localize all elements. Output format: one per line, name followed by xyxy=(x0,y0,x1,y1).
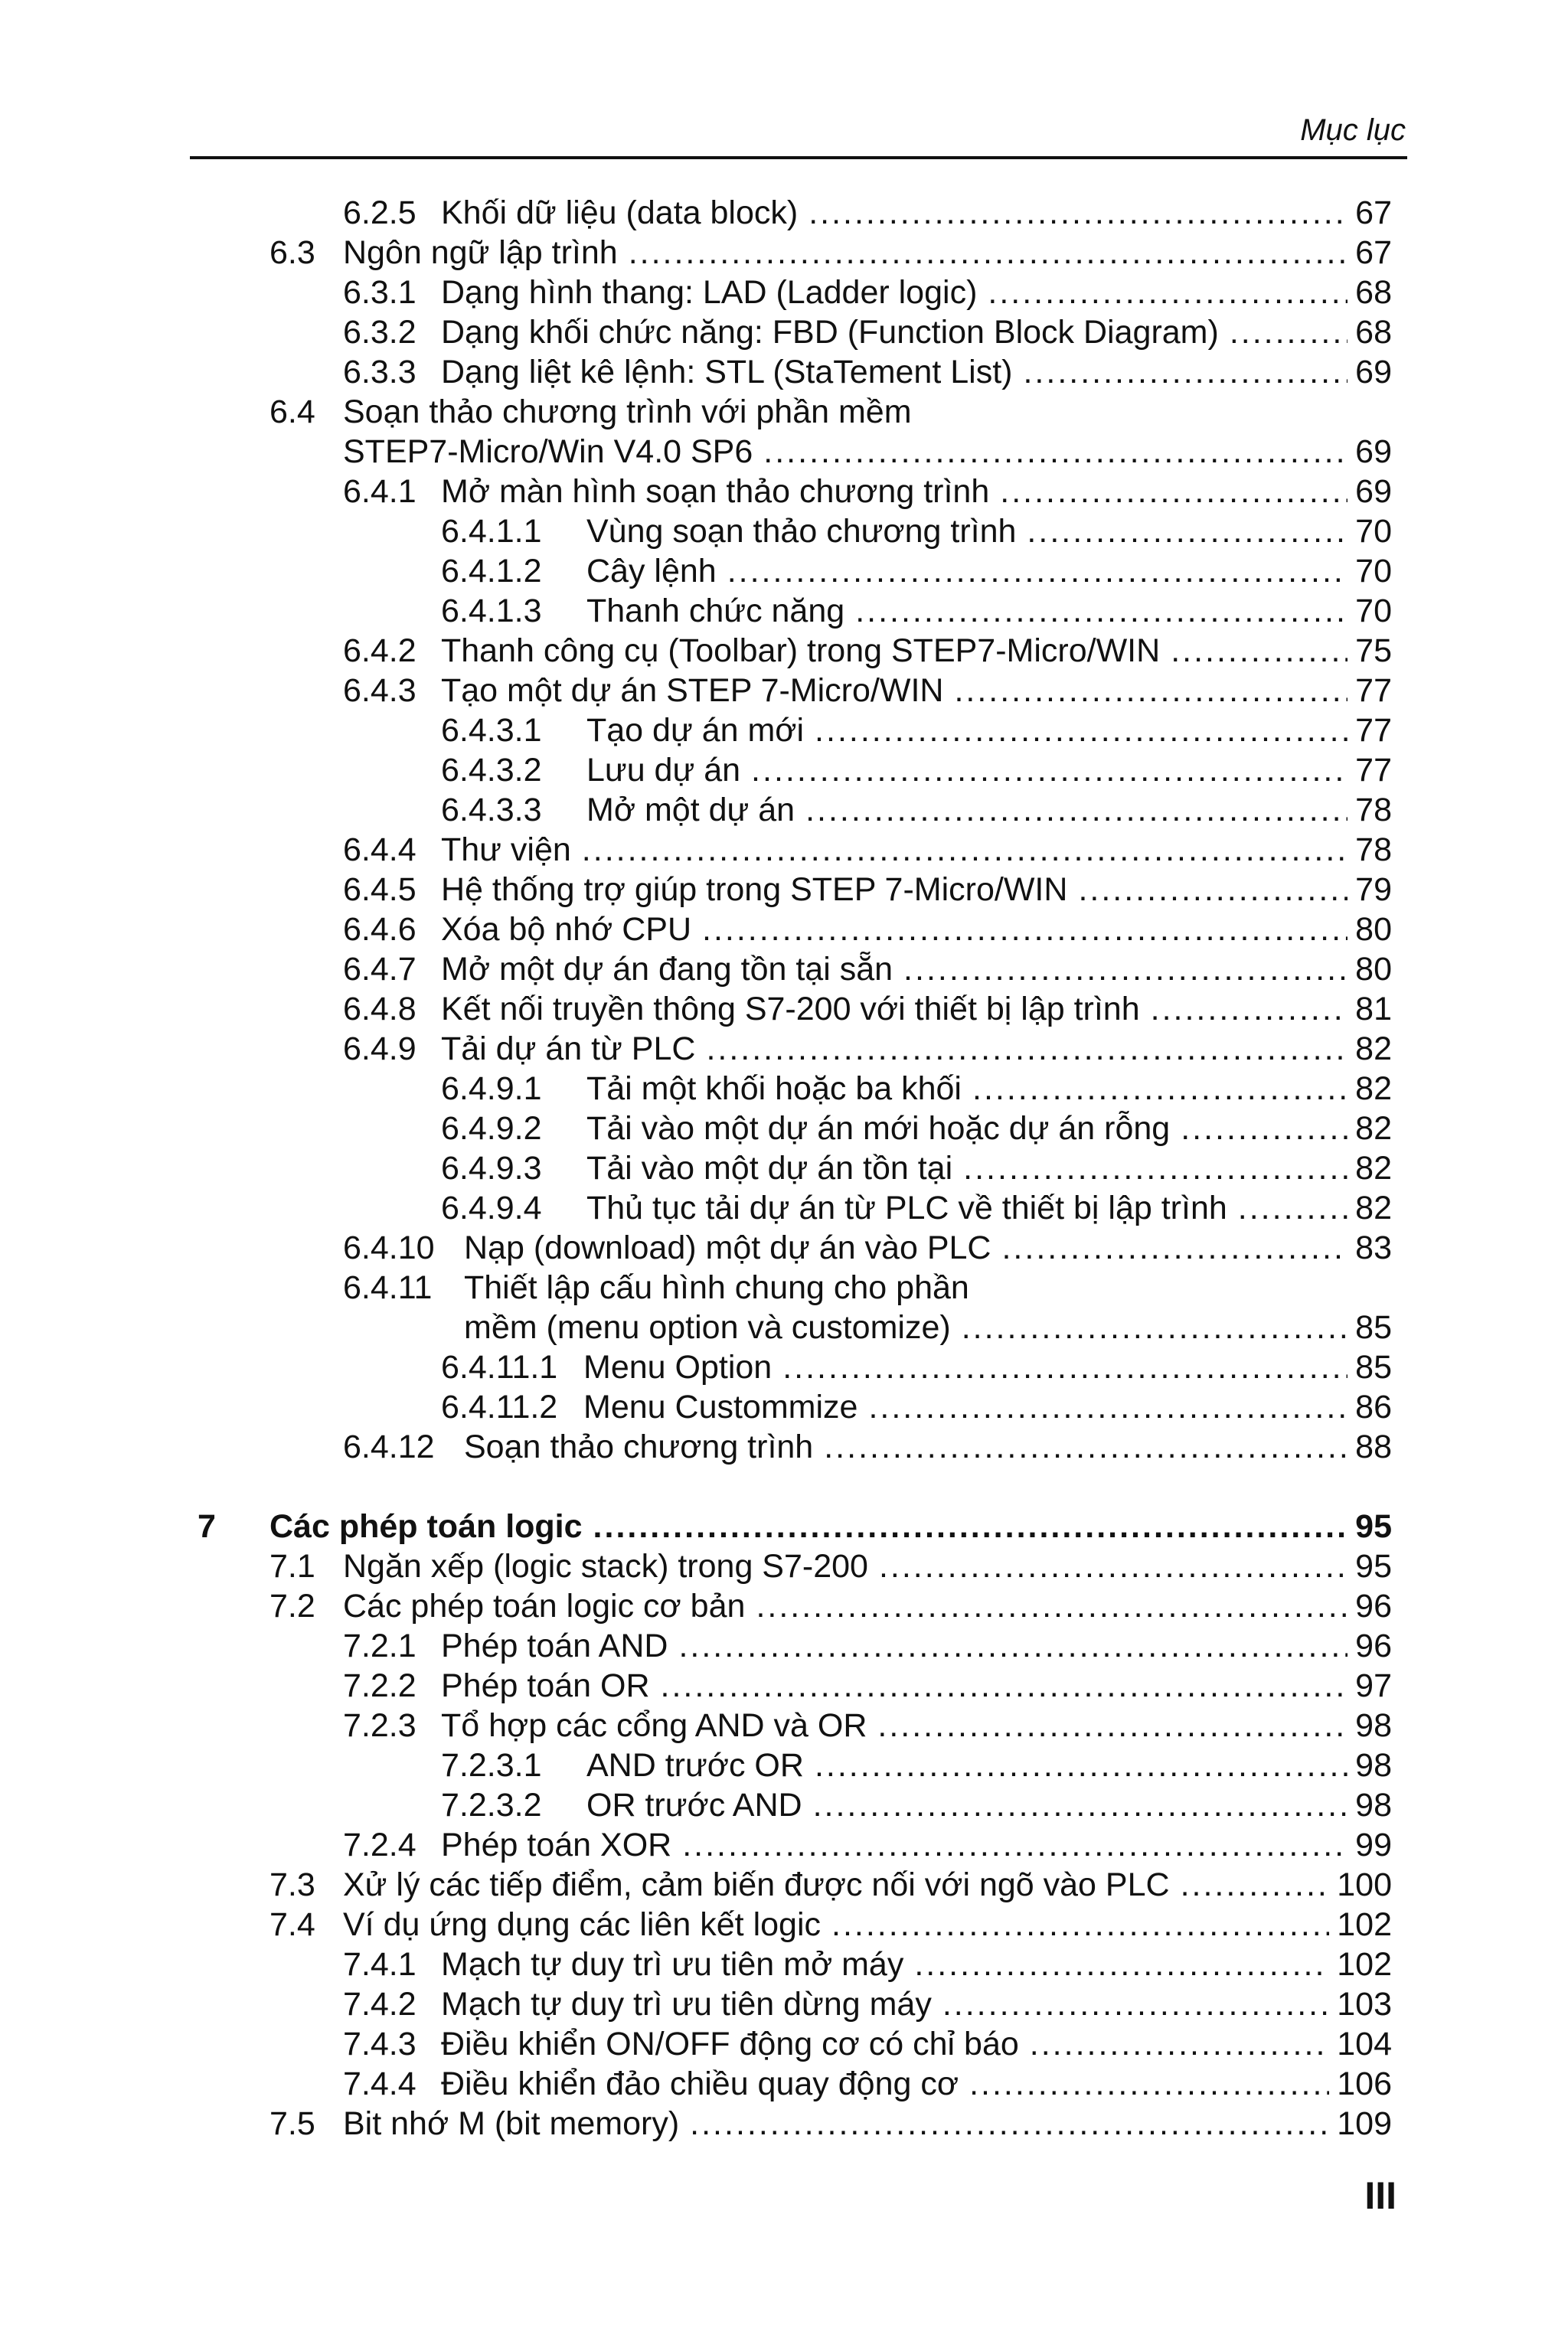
toc-entry-title: Phép toán XOR xyxy=(441,1827,672,1863)
toc-entry-title: Phép toán OR xyxy=(441,1667,650,1704)
toc-entry xyxy=(343,352,1392,392)
toc-entry-page: 80 xyxy=(1355,951,1392,988)
toc-entry-number: 6.4.9 xyxy=(343,1030,416,1067)
toc-entry xyxy=(343,989,1392,1029)
toc-entry-page: 78 xyxy=(1355,792,1392,828)
toc-entry-number: 6.4.3 xyxy=(343,672,416,709)
toc-entry-title: Ngăn xếp (logic stack) trong S7-200 xyxy=(343,1548,868,1585)
toc-dot-leader xyxy=(988,273,1348,312)
toc-entry-page: 67 xyxy=(1355,234,1392,271)
toc-entry-number: 6.4.3.2 xyxy=(441,752,542,789)
toc-dot-leader xyxy=(1030,2024,1329,2064)
toc-entry-title: STEP7-Micro/Win V4.0 SP6 xyxy=(343,433,753,470)
toc-entry-number: 7.2.2 xyxy=(343,1667,416,1704)
toc-entry-number: 6.4.11 xyxy=(343,1269,433,1306)
toc-entry-number: 6.4.8 xyxy=(343,991,416,1027)
toc-entry xyxy=(270,2104,1392,2144)
toc-dot-leader xyxy=(877,1706,1348,1745)
toc-entry-page: 82 xyxy=(1355,1150,1392,1187)
toc-entry-page: 98 xyxy=(1355,1707,1392,1744)
toc-dot-leader xyxy=(855,591,1348,631)
toc-dot-leader xyxy=(1151,989,1348,1029)
toc-entry-page: 69 xyxy=(1355,354,1392,390)
toc-dot-leader xyxy=(824,1427,1348,1467)
toc-entry xyxy=(441,1069,1392,1109)
toc-entry-page: 98 xyxy=(1355,1787,1392,1824)
toc-entry-number: 6.4.4 xyxy=(343,831,416,868)
toc-dot-leader xyxy=(763,432,1348,472)
toc-entry-number: 6.4.3.3 xyxy=(441,792,542,828)
toc-dot-leader xyxy=(1027,511,1348,551)
toc-entry-title: AND trước OR xyxy=(586,1747,804,1784)
toc-entry xyxy=(343,1666,1392,1706)
toc-entry-number: 6.4.9.4 xyxy=(441,1190,542,1226)
toc-dot-leader xyxy=(805,790,1348,830)
toc-dot-leader xyxy=(661,1666,1348,1706)
toc-entry-number: 7.2.3.1 xyxy=(441,1747,542,1784)
toc-entry xyxy=(343,909,1392,949)
toc-entry-number: 6.3 xyxy=(270,234,315,271)
toc-entry-page: 96 xyxy=(1355,1588,1392,1625)
toc-entry-number: 6.4.3.1 xyxy=(441,712,542,749)
toc-dot-leader xyxy=(879,1546,1348,1586)
toc-dot-leader xyxy=(727,551,1348,591)
toc-entry-page: 104 xyxy=(1337,2026,1392,2062)
toc-entry xyxy=(441,511,1392,551)
toc-entry-number: 7.4.3 xyxy=(343,2026,416,2062)
toc-dot-leader xyxy=(1078,870,1348,909)
toc-entry xyxy=(343,1706,1392,1745)
toc-entry-number: 6.4.12 xyxy=(343,1429,435,1465)
toc-entry-title: Menu Option xyxy=(583,1349,773,1386)
toc-entry-title: Bit nhớ M (bit memory) xyxy=(343,2105,680,2142)
toc-entry-page: 95 xyxy=(1355,1508,1392,1545)
toc-entry-page: 96 xyxy=(1355,1628,1392,1664)
toc-entry-page: 99 xyxy=(1355,1827,1392,1863)
toc-entry-title: Xóa bộ nhớ CPU xyxy=(441,911,691,948)
toc-entry-title: Ngôn ngữ lập trình xyxy=(343,234,618,271)
toc-entry-title: Tải dự án từ PLC xyxy=(441,1030,696,1067)
toc-entry xyxy=(343,1427,1392,1467)
toc-entry-title: Thủ tục tải dự án từ PLC về thiết bị lập trình xyxy=(586,1190,1227,1226)
toc-entry-title: Soạn thảo chương trình với phần mềm xyxy=(343,394,912,430)
toc-entry-title: Tải một khối hoặc ba khối xyxy=(586,1070,962,1107)
toc-entry-number: 6.3.2 xyxy=(343,314,416,351)
toc-entry-page: 86 xyxy=(1355,1389,1392,1425)
toc-entry-page: 77 xyxy=(1355,752,1392,789)
toc-entry xyxy=(343,1825,1392,1865)
toc-entry-number: 6.4.10 xyxy=(343,1230,435,1266)
toc-entry xyxy=(441,790,1392,830)
toc-entry-title: Điều khiển đảo chiều quay động cơ xyxy=(441,2066,959,2102)
toc-dot-leader xyxy=(678,1626,1348,1666)
toc-entry-title: Tổ hợp các cổng AND và OR xyxy=(441,1707,867,1744)
toc-entry xyxy=(270,233,1392,273)
toc-entry xyxy=(343,2024,1392,2064)
toc-entry-page: 80 xyxy=(1355,911,1392,948)
toc-dot-leader xyxy=(751,750,1348,790)
toc-dot-leader xyxy=(782,1347,1348,1387)
toc-entry xyxy=(270,1586,1392,1626)
toc-entry xyxy=(270,432,1392,472)
toc-entry-number: 6.4.9.1 xyxy=(441,1070,542,1107)
toc-entry-page: 98 xyxy=(1355,1747,1392,1784)
toc-entry-number: 6.4.2 xyxy=(343,632,416,669)
toc-entry xyxy=(343,2064,1392,2104)
toc-entry xyxy=(441,1347,1392,1387)
toc-entry-title: Dạng khối chức năng: FBD (Function Block Diagram) xyxy=(441,314,1219,351)
toc-entry-number: 7.3 xyxy=(270,1866,315,1903)
toc-dot-leader xyxy=(969,2064,1329,2104)
toc-entry xyxy=(441,750,1392,790)
toc-entry xyxy=(270,1546,1392,1586)
toc-entry-title: Thanh chức năng xyxy=(586,593,845,629)
toc-entry-number: 7.4.1 xyxy=(343,1946,416,1983)
toc-entry-number: 7.1 xyxy=(270,1548,315,1585)
page-number: III xyxy=(1364,2174,1396,2217)
toc-entry-page: 85 xyxy=(1355,1309,1392,1346)
toc-entry-title: Thiết lập cấu hình chung cho phần xyxy=(464,1269,969,1306)
toc-entry-number: 7.2.3.2 xyxy=(441,1787,542,1824)
toc-entry xyxy=(343,830,1392,870)
toc-entry xyxy=(441,1745,1392,1785)
toc-entry-number: 6.4.7 xyxy=(343,951,416,988)
toc-entry-number: 7.4.2 xyxy=(343,1986,416,2023)
toc-dot-leader xyxy=(1023,352,1348,392)
toc-entry xyxy=(270,1905,1392,1945)
toc-entry-number: 7 xyxy=(198,1508,216,1545)
toc-entry-title: Tạo một dự án STEP 7-Micro/WIN xyxy=(441,672,944,709)
toc-entry-title: Điều khiển ON/OFF động cơ có chỉ báo xyxy=(441,2026,1019,2062)
toc-dot-leader xyxy=(831,1905,1329,1945)
toc-entry-number: 7.4 xyxy=(270,1906,315,1943)
toc-entry-title: Lưu dự án xyxy=(586,752,741,789)
toc-entry-page: 70 xyxy=(1355,513,1392,550)
toc-entry xyxy=(270,392,1392,432)
toc-dot-leader xyxy=(942,1984,1329,2024)
toc-entry xyxy=(441,1387,1392,1427)
toc-entry-title: Mạch tự duy trì ưu tiên mở máy xyxy=(441,1946,904,1983)
toc-entry-title: Mở màn hình soạn thảo chương trình xyxy=(441,473,990,510)
toc-entry-title: Ví dụ ứng dụng các liên kết logic xyxy=(343,1906,822,1943)
toc-dot-leader xyxy=(903,949,1348,989)
toc-entry-title: Kết nối truyền thông S7-200 với thiết bị lập trình xyxy=(441,991,1140,1027)
toc-dot-leader xyxy=(1181,1865,1330,1905)
toc-entry-title: Dạng hình thang: LAD (Ladder logic) xyxy=(441,274,978,311)
toc-dot-leader xyxy=(582,830,1348,870)
toc-dot-leader xyxy=(815,710,1348,750)
toc-entry-number: 7.2 xyxy=(270,1588,315,1625)
toc-entry-title: Nạp (download) một dự án vào PLC xyxy=(464,1230,991,1266)
running-head: Mục lục xyxy=(1300,113,1406,147)
toc-entry-page: 82 xyxy=(1355,1190,1392,1226)
toc-entry-number: 6.4.1 xyxy=(343,473,416,510)
toc-entry-title: Dạng liệt kê lệnh: STL (StaTement List) xyxy=(441,354,1013,390)
toc-entry-number: 7.5 xyxy=(270,2105,315,2142)
toc-entry-title: mềm (menu option và customize) xyxy=(464,1309,951,1346)
toc-entry-number: 6.4.9.2 xyxy=(441,1110,542,1147)
toc-entry xyxy=(343,1228,1392,1268)
toc-dot-leader xyxy=(868,1387,1348,1427)
toc-entry-page: 79 xyxy=(1355,871,1392,908)
toc-entry-number: 6.3.1 xyxy=(343,274,416,311)
toc-entry xyxy=(343,1626,1392,1666)
toc-dot-leader xyxy=(629,233,1348,273)
toc-entry-page: 95 xyxy=(1355,1548,1392,1585)
toc-dot-leader xyxy=(954,671,1348,710)
toc-entry-page: 70 xyxy=(1355,593,1392,629)
toc-entry-title: Vùng soạn thảo chương trình xyxy=(586,513,1017,550)
toc-entry-page: 78 xyxy=(1355,831,1392,868)
toc-entry xyxy=(441,1148,1392,1188)
toc-entry-number: 7.2.3 xyxy=(343,1707,416,1744)
toc-entry-title: Menu Custommize xyxy=(583,1389,858,1425)
toc-entry xyxy=(343,1268,1392,1308)
toc-dot-leader xyxy=(815,1745,1348,1785)
toc-entry-number: 6.4.11.2 xyxy=(441,1389,558,1425)
toc-dot-leader xyxy=(690,2104,1329,2144)
toc-entry-number: 7.2.4 xyxy=(343,1827,416,1863)
toc-entry-title: OR trước AND xyxy=(586,1787,802,1824)
toc-entry xyxy=(343,1029,1392,1069)
toc-entry xyxy=(270,1865,1392,1905)
toc-dot-leader xyxy=(593,1507,1348,1546)
toc-dot-leader xyxy=(1000,472,1348,511)
toc-entry-title: Tạo dự án mới xyxy=(586,712,805,749)
toc-dot-leader xyxy=(813,1785,1348,1825)
toc-entry-number: 6.4.6 xyxy=(343,911,416,948)
toc-entry-number: 6.4.1.1 xyxy=(441,513,542,550)
toc-entry-page: 68 xyxy=(1355,274,1392,311)
toc-entry-title: Tải vào một dự án mới hoặc dự án rỗng xyxy=(586,1110,1171,1147)
toc-entry xyxy=(343,870,1392,909)
toc-dot-leader xyxy=(808,193,1348,233)
toc-dot-leader xyxy=(1171,631,1348,671)
toc-entry xyxy=(343,949,1392,989)
toc-entry-page: 106 xyxy=(1337,2066,1392,2102)
toc-dot-leader xyxy=(1181,1109,1348,1148)
toc-entry-number: 6.2.5 xyxy=(343,194,416,231)
toc-entry-title: Phép toán AND xyxy=(441,1628,668,1664)
toc-dot-leader xyxy=(1238,1188,1348,1228)
toc-entry-page: 70 xyxy=(1355,553,1392,589)
toc-entry-page: 85 xyxy=(1355,1349,1392,1386)
toc-entry xyxy=(441,1109,1392,1148)
toc-entry-page: 82 xyxy=(1355,1030,1392,1067)
toc-entry xyxy=(343,472,1392,511)
toc-dot-leader xyxy=(914,1945,1329,1984)
toc-entry-page: 82 xyxy=(1355,1070,1392,1107)
toc-entry-page: 75 xyxy=(1355,632,1392,669)
toc-entry xyxy=(441,551,1392,591)
toc-entry-page: 100 xyxy=(1337,1866,1392,1903)
toc-entry xyxy=(343,671,1392,710)
toc-entry xyxy=(343,1984,1392,2024)
toc-entry-page: 83 xyxy=(1355,1230,1392,1266)
toc-entry-page: 77 xyxy=(1355,672,1392,709)
toc-entry xyxy=(441,1785,1392,1825)
toc-entry-number: 6.3.3 xyxy=(343,354,416,390)
toc-entry-title: Soạn thảo chương trình xyxy=(464,1429,814,1465)
toc-entry-page: 69 xyxy=(1355,433,1392,470)
toc-entry-title: Xử lý các tiếp điểm, cảm biến được nối với ngõ vào PLC xyxy=(343,1866,1170,1903)
toc-entry-number: 6.4 xyxy=(270,394,315,430)
toc-entry-number: 6.4.1.2 xyxy=(441,553,542,589)
toc-entry-number: 6.4.1.3 xyxy=(441,593,542,629)
toc-entry-page: 68 xyxy=(1355,314,1392,351)
toc-dot-leader xyxy=(702,909,1348,949)
toc-dot-leader xyxy=(1001,1228,1348,1268)
toc-entry-title: Tải vào một dự án tồn tại xyxy=(586,1150,953,1187)
toc-entry-page: 102 xyxy=(1337,1946,1392,1983)
toc-entry xyxy=(343,1308,1392,1347)
toc-entry-page: 81 xyxy=(1355,991,1392,1027)
toc-entry xyxy=(343,193,1392,233)
toc-entry-title: Mở một dự án đang tồn tại sẵn xyxy=(441,951,893,988)
toc-entry xyxy=(441,710,1392,750)
toc-entry xyxy=(441,591,1392,631)
toc-entry-page: 102 xyxy=(1337,1906,1392,1943)
toc-entry-title: Khối dữ liệu (data block) xyxy=(441,194,799,231)
toc-entry-page: 97 xyxy=(1355,1667,1392,1704)
toc-entry xyxy=(343,1945,1392,1984)
toc-entry-page: 82 xyxy=(1355,1110,1392,1147)
toc-entry xyxy=(343,312,1392,352)
toc-entry-number: 6.4.11.1 xyxy=(441,1349,558,1386)
toc-entry xyxy=(343,273,1392,312)
toc-entry-title: Mạch tự duy trì ưu tiên dừng máy xyxy=(441,1986,932,2023)
toc-dot-leader xyxy=(756,1586,1348,1626)
toc-entry-title: Các phép toán logic xyxy=(270,1508,583,1545)
toc-entry-page: 67 xyxy=(1355,194,1392,231)
toc-entry-title: Thanh công cụ (Toolbar) trong STEP7-Micro/WIN xyxy=(441,632,1161,669)
toc-dot-leader xyxy=(682,1825,1348,1865)
toc-entry-page: 69 xyxy=(1355,473,1392,510)
header-rule xyxy=(190,156,1407,159)
toc-dot-leader xyxy=(962,1308,1348,1347)
toc-entry-page: 109 xyxy=(1337,2105,1392,2142)
toc-entry-number: 7.2.1 xyxy=(343,1628,416,1664)
toc-entry-page: 103 xyxy=(1337,1986,1392,2023)
toc-entry-title: Các phép toán logic cơ bản xyxy=(343,1588,746,1625)
toc-entry xyxy=(343,631,1392,671)
toc-entry-title: Cây lệnh xyxy=(586,553,717,589)
toc-entry xyxy=(198,1507,1392,1546)
toc-dot-leader xyxy=(1230,312,1348,352)
toc-entry-title: Mở một dự án xyxy=(586,792,795,828)
toc-dot-leader xyxy=(972,1069,1348,1109)
toc-entry-page: 77 xyxy=(1355,712,1392,749)
toc-entry-title: Hệ thống trợ giúp trong STEP 7-Micro/WIN xyxy=(441,871,1068,908)
toc-entry-page: 88 xyxy=(1355,1429,1392,1465)
toc-dot-leader xyxy=(963,1148,1348,1188)
toc-entry xyxy=(441,1188,1392,1228)
toc-entry-number: 6.4.9.3 xyxy=(441,1150,542,1187)
toc-entry-number: 7.4.4 xyxy=(343,2066,416,2102)
toc-entry-title: Thư viện xyxy=(441,831,571,868)
toc-dot-leader xyxy=(706,1029,1348,1069)
toc-entry-number: 6.4.5 xyxy=(343,871,416,908)
